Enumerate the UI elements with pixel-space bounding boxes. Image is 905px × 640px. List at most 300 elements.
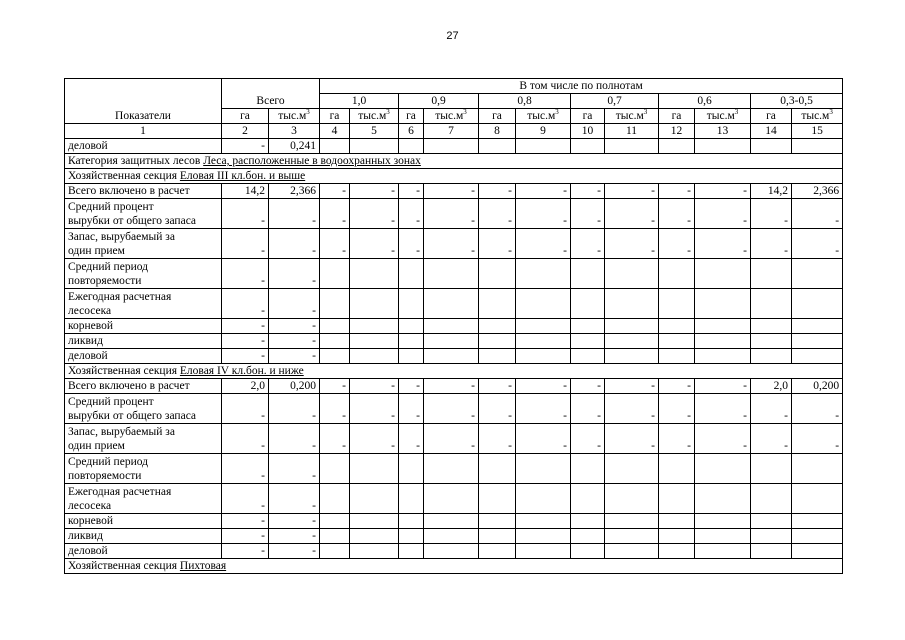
value-cell [516, 259, 571, 289]
value-cell [320, 514, 350, 529]
value-cell: - [659, 184, 695, 199]
unit-ha: га [659, 109, 695, 124]
value-cell [659, 529, 695, 544]
value-cell: - [571, 379, 605, 394]
value-cell: - [222, 454, 269, 484]
table-row [65, 289, 843, 319]
value-cell: - [350, 184, 399, 199]
section-row [65, 559, 843, 574]
column-number: 11 [605, 124, 659, 139]
value-cell [792, 484, 843, 514]
value-cell [479, 139, 516, 154]
value-cell: - [659, 394, 695, 424]
table-row [65, 514, 843, 529]
value-cell [399, 514, 424, 529]
table-row [65, 454, 843, 484]
value-cell: - [269, 199, 320, 229]
table-row [65, 559, 843, 574]
value-cell: - [695, 379, 751, 394]
category-row [65, 154, 843, 169]
value-cell: - [424, 199, 479, 229]
value-cell [399, 289, 424, 319]
value-cell: - [424, 184, 479, 199]
density-header: 0,9 [399, 94, 479, 109]
section-row-label: Хозяйственная секция [68, 365, 180, 377]
value-cell: - [424, 229, 479, 259]
value-cell [516, 139, 571, 154]
value-cell [479, 259, 516, 289]
value-cell [479, 514, 516, 529]
value-cell [399, 259, 424, 289]
table-row [65, 334, 843, 349]
value-cell: - [792, 229, 843, 259]
value-cell [605, 544, 659, 559]
value-cell [695, 319, 751, 334]
value-cell [751, 349, 792, 364]
row-label: Средний процент вырубки от общего запаса [65, 394, 222, 424]
value-cell: - [399, 379, 424, 394]
allowable-cut-table [64, 78, 843, 574]
value-cell: - [571, 199, 605, 229]
column-number: 3 [269, 124, 320, 139]
column-number: 7 [424, 124, 479, 139]
value-cell [320, 289, 350, 319]
value-cell: - [222, 544, 269, 559]
table-row [65, 529, 843, 544]
value-cell: - [479, 424, 516, 454]
row-label: Запас, вырубаемый за один прием [65, 229, 222, 259]
value-cell [571, 514, 605, 529]
row-label: Запас, вырубаемый за один прием [65, 424, 222, 454]
value-cell: - [269, 319, 320, 334]
value-cell: - [516, 229, 571, 259]
row-label: Всего включено в расчет [65, 379, 222, 394]
unit-volume: $тыс.м^3$ [516, 109, 571, 124]
value-cell [659, 259, 695, 289]
density-header: 0,7 [571, 94, 659, 109]
unit-volume: $тыс.м^3$ [792, 109, 843, 124]
value-cell: - [424, 379, 479, 394]
value-cell [479, 319, 516, 334]
value-cell [320, 484, 350, 514]
value-cell: - [751, 229, 792, 259]
value-cell: - [320, 184, 350, 199]
unit-ha: га [222, 109, 269, 124]
density-header: 0,3-0,5 [751, 94, 843, 109]
value-cell [350, 319, 399, 334]
unit-ha: га [479, 109, 516, 124]
row-label: ликвид [65, 529, 222, 544]
value-cell [605, 454, 659, 484]
section-row [65, 364, 843, 379]
value-cell [571, 289, 605, 319]
value-cell [659, 319, 695, 334]
value-cell [424, 259, 479, 289]
value-cell [424, 334, 479, 349]
value-cell [516, 349, 571, 364]
value-cell [695, 544, 751, 559]
value-cell [605, 514, 659, 529]
value-cell: - [399, 394, 424, 424]
value-cell: 2,366 [792, 184, 843, 199]
value-cell [792, 289, 843, 319]
value-cell [350, 139, 399, 154]
value-cell: - [269, 259, 320, 289]
value-cell [424, 544, 479, 559]
value-cell [424, 139, 479, 154]
value-cell: - [320, 379, 350, 394]
value-cell [751, 139, 792, 154]
value-cell [571, 544, 605, 559]
value-cell: - [350, 424, 399, 454]
value-cell [320, 349, 350, 364]
value-cell: - [424, 394, 479, 424]
value-cell [320, 529, 350, 544]
value-cell: - [695, 424, 751, 454]
section-row-label: Хозяйственная секция [68, 170, 180, 182]
row-label: корневой [65, 514, 222, 529]
value-cell [571, 139, 605, 154]
value-cell: - [222, 334, 269, 349]
value-cell [792, 454, 843, 484]
value-cell: - [222, 139, 269, 154]
value-cell: - [269, 289, 320, 319]
value-cell [320, 319, 350, 334]
value-cell: - [605, 424, 659, 454]
value-cell: - [571, 424, 605, 454]
table-row [65, 544, 843, 559]
value-cell: - [751, 394, 792, 424]
value-cell: - [516, 379, 571, 394]
value-cell: - [399, 229, 424, 259]
value-cell [479, 544, 516, 559]
section-row-value: Пихтовая [179, 560, 227, 572]
value-cell: - [269, 394, 320, 424]
value-cell [605, 319, 659, 334]
density-header: 0,6 [659, 94, 751, 109]
value-cell: - [571, 229, 605, 259]
value-cell [350, 259, 399, 289]
value-cell [605, 289, 659, 319]
value-cell [320, 259, 350, 289]
column-number: 10 [571, 124, 605, 139]
value-cell [751, 484, 792, 514]
value-cell: - [320, 199, 350, 229]
row-label: деловой [65, 349, 222, 364]
value-cell [792, 139, 843, 154]
column-number: 8 [479, 124, 516, 139]
value-cell: - [792, 424, 843, 454]
value-cell [350, 529, 399, 544]
value-cell: - [479, 229, 516, 259]
value-cell: - [695, 199, 751, 229]
value-cell [350, 349, 399, 364]
value-cell [792, 319, 843, 334]
value-cell [571, 349, 605, 364]
value-cell [605, 334, 659, 349]
table-row [65, 229, 843, 259]
value-cell [751, 319, 792, 334]
value-cell [605, 529, 659, 544]
density-header: 1,0 [320, 94, 399, 109]
value-cell [399, 484, 424, 514]
header-total: Всего [222, 79, 320, 109]
table-row [65, 184, 843, 199]
unit-volume: $тыс.м^3$ [424, 109, 479, 124]
density-header: 0,8 [479, 94, 571, 109]
value-cell: - [222, 514, 269, 529]
value-cell: - [269, 544, 320, 559]
value-cell [399, 349, 424, 364]
value-cell [320, 454, 350, 484]
value-cell: - [269, 484, 320, 514]
unit-volume: $тыс.м^3$ [269, 109, 320, 124]
value-cell [751, 334, 792, 349]
value-cell [695, 289, 751, 319]
unit-volume: $тыс.м^3$ [605, 109, 659, 124]
value-cell: - [320, 229, 350, 259]
section-row-value: Еловая IV кл.бон. и ниже [179, 365, 304, 377]
value-cell: - [571, 184, 605, 199]
value-cell [399, 529, 424, 544]
value-cell [659, 349, 695, 364]
value-cell [516, 484, 571, 514]
value-cell: - [269, 334, 320, 349]
value-cell: - [222, 394, 269, 424]
value-cell [399, 334, 424, 349]
value-cell [571, 334, 605, 349]
value-cell [751, 514, 792, 529]
value-cell [516, 289, 571, 319]
table-row [65, 379, 843, 394]
value-cell [424, 514, 479, 529]
value-cell: - [571, 394, 605, 424]
unit-volume: $тыс.м^3$ [350, 109, 399, 124]
value-cell: - [222, 349, 269, 364]
value-cell [479, 349, 516, 364]
value-cell [350, 514, 399, 529]
value-cell: 14,2 [222, 184, 269, 199]
value-cell: - [269, 514, 320, 529]
value-cell [751, 529, 792, 544]
table-row [65, 484, 843, 514]
value-cell: 0,200 [792, 379, 843, 394]
category-row-label: Категория защитных лесов [68, 155, 204, 167]
section-row-label: Хозяйственная секция [68, 560, 180, 572]
column-number: 12 [659, 124, 695, 139]
value-cell: - [222, 484, 269, 514]
value-cell [605, 484, 659, 514]
value-cell: 14,2 [751, 184, 792, 199]
row-label: ликвид [65, 334, 222, 349]
value-cell [605, 139, 659, 154]
value-cell [424, 454, 479, 484]
value-cell: - [479, 394, 516, 424]
table-row [65, 394, 843, 424]
column-number: 14 [751, 124, 792, 139]
value-cell [424, 319, 479, 334]
value-cell [350, 289, 399, 319]
value-cell: - [659, 199, 695, 229]
value-cell [320, 544, 350, 559]
row-label: Средний период повторяемости [65, 454, 222, 484]
value-cell [350, 334, 399, 349]
value-cell [424, 349, 479, 364]
value-cell [659, 544, 695, 559]
row-label: корневой [65, 319, 222, 334]
value-cell: - [516, 424, 571, 454]
row-label: Всего включено в расчет [65, 184, 222, 199]
value-cell [605, 349, 659, 364]
value-cell [659, 334, 695, 349]
value-cell [350, 544, 399, 559]
value-cell [479, 289, 516, 319]
value-cell: 2,366 [269, 184, 320, 199]
column-number: 6 [399, 124, 424, 139]
value-cell: - [659, 379, 695, 394]
value-cell: - [605, 184, 659, 199]
value-cell [516, 334, 571, 349]
value-cell: - [222, 319, 269, 334]
value-cell: - [269, 349, 320, 364]
value-cell [479, 484, 516, 514]
value-cell [751, 259, 792, 289]
column-number: 15 [792, 124, 843, 139]
value-cell: - [659, 424, 695, 454]
value-cell [479, 334, 516, 349]
value-cell: - [269, 424, 320, 454]
value-cell [695, 334, 751, 349]
column-number: 4 [320, 124, 350, 139]
column-number: 2 [222, 124, 269, 139]
column-number: 1 [65, 124, 222, 139]
value-cell: 0,241 [269, 139, 320, 154]
value-cell [695, 139, 751, 154]
value-cell: 2,0 [222, 379, 269, 394]
unit-volume: $тыс.м^3$ [695, 109, 751, 124]
value-cell [516, 454, 571, 484]
value-cell [571, 319, 605, 334]
row-label: Средний период повторяемости [65, 259, 222, 289]
value-cell: - [350, 379, 399, 394]
table-row [65, 319, 843, 334]
unit-ha: га [751, 109, 792, 124]
unit-ha: га [571, 109, 605, 124]
value-cell: - [479, 184, 516, 199]
value-cell [399, 139, 424, 154]
column-number: 9 [516, 124, 571, 139]
value-cell [516, 544, 571, 559]
table-row [65, 349, 843, 364]
value-cell: - [269, 529, 320, 544]
category-row-value: Леса, расположенные в водоохранных зонах [203, 155, 421, 167]
section-row-value: Еловая III кл.бон. и выше [179, 170, 306, 182]
value-cell [424, 484, 479, 514]
value-cell [695, 454, 751, 484]
value-cell: - [792, 394, 843, 424]
value-cell: - [350, 394, 399, 424]
table-row [65, 154, 843, 169]
unit-ha: га [399, 109, 424, 124]
value-cell: - [605, 394, 659, 424]
value-cell: - [695, 184, 751, 199]
header-by-density: В том числе по полнотам [320, 79, 843, 94]
table-row [65, 364, 843, 379]
value-cell: - [399, 424, 424, 454]
value-cell [571, 529, 605, 544]
row-label: Ежегодная расчетная лесосека [65, 289, 222, 319]
value-cell [792, 544, 843, 559]
value-cell [516, 514, 571, 529]
value-cell: - [222, 229, 269, 259]
row-label: Ежегодная расчетная лесосека [65, 484, 222, 514]
row-label: Средний процент вырубки от общего запаса [65, 199, 222, 229]
value-cell: - [320, 424, 350, 454]
table-row [65, 199, 843, 229]
value-cell [320, 334, 350, 349]
value-cell [399, 319, 424, 334]
page-number: 27 [446, 30, 459, 42]
value-cell [571, 259, 605, 289]
value-cell: 0,200 [269, 379, 320, 394]
value-cell [659, 454, 695, 484]
value-cell: - [605, 229, 659, 259]
value-cell [695, 349, 751, 364]
value-cell: 2,0 [751, 379, 792, 394]
value-cell: - [222, 199, 269, 229]
value-cell [399, 544, 424, 559]
value-cell [695, 529, 751, 544]
value-cell: - [751, 199, 792, 229]
value-cell: - [222, 424, 269, 454]
value-cell [792, 514, 843, 529]
value-cell [479, 529, 516, 544]
value-cell: - [695, 394, 751, 424]
value-cell [479, 454, 516, 484]
row-label: деловой [65, 139, 222, 154]
table-row [65, 139, 843, 154]
value-cell: - [350, 199, 399, 229]
value-cell [659, 139, 695, 154]
value-cell: - [320, 394, 350, 424]
value-cell [659, 289, 695, 319]
value-cell: - [222, 529, 269, 544]
value-cell [751, 289, 792, 319]
value-cell [424, 289, 479, 319]
value-cell: - [695, 229, 751, 259]
value-cell: - [479, 379, 516, 394]
value-cell [350, 484, 399, 514]
value-cell [605, 259, 659, 289]
value-cell [399, 454, 424, 484]
value-cell: - [751, 424, 792, 454]
value-cell [751, 454, 792, 484]
value-cell [792, 349, 843, 364]
value-cell [792, 529, 843, 544]
table-row [65, 424, 843, 454]
value-cell: - [269, 454, 320, 484]
value-cell [792, 259, 843, 289]
value-cell: - [792, 199, 843, 229]
value-cell: - [424, 424, 479, 454]
value-cell: - [516, 184, 571, 199]
value-cell [659, 484, 695, 514]
value-cell: - [399, 199, 424, 229]
value-cell: - [659, 229, 695, 259]
value-cell: - [399, 184, 424, 199]
value-cell [695, 484, 751, 514]
value-cell [516, 319, 571, 334]
